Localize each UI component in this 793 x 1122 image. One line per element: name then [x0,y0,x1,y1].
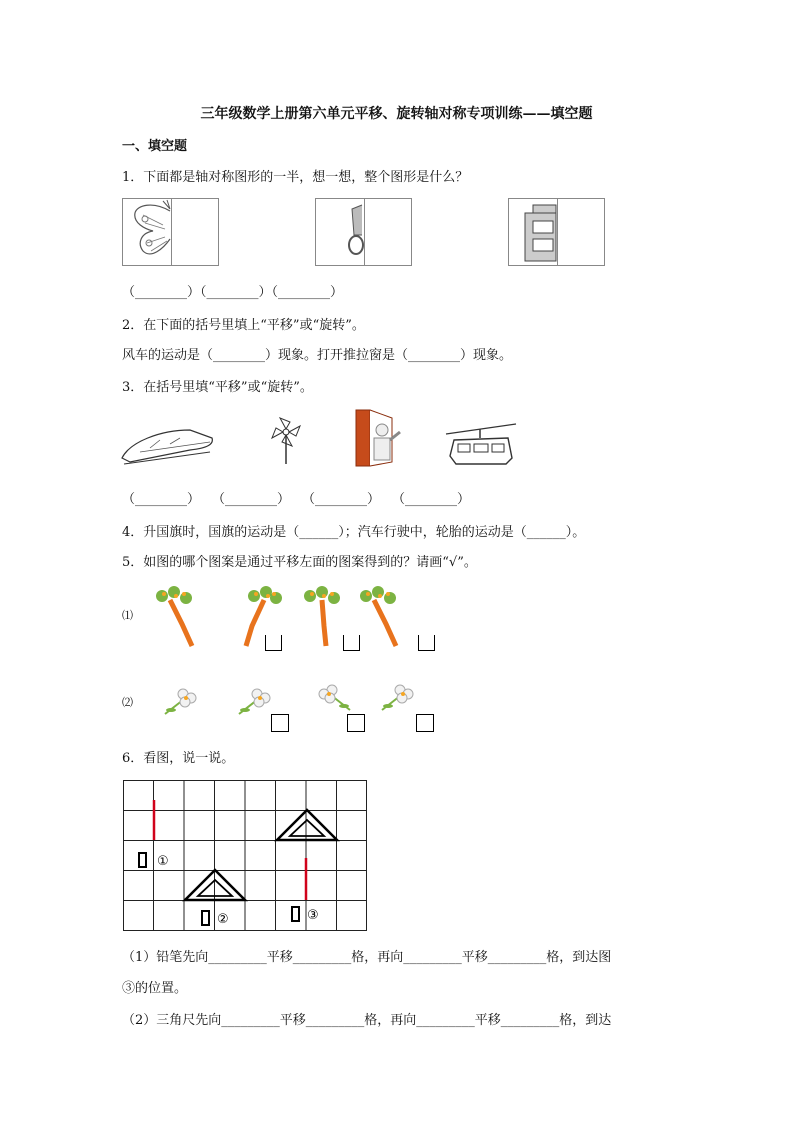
scissors-icon [316,199,364,265]
pinwheel-icon [270,416,304,466]
person-opening-door-icon [354,408,404,468]
q3-blank-4[interactable]: （________） [392,492,471,507]
flower-icon-option-b [312,680,352,714]
tree-icon-option-b [302,586,342,648]
grid-label-1: ① [157,854,169,869]
question-3: 3．在括号里填“平移”或“旋转”。 [122,380,313,395]
q6-sub1-cont: ③的位置。 [122,981,188,996]
grid-label-3: ③ [307,908,319,923]
question-6: 6．看图，说一说。 [122,751,235,766]
pencil-shape-3 [292,907,299,921]
butterfly-icon [123,199,171,265]
q3-blank-2[interactable]: （________） [212,492,291,507]
high-speed-train-icon [120,422,215,467]
building-icon [509,199,557,265]
flower-icon-option-a [237,684,277,718]
section-heading: 一、填空题 [122,139,188,154]
q2-fill-line[interactable]: 风车的运动是（________）现象。打开推拉窗是（________）现象。 [122,348,513,363]
tree-icon-original [152,586,202,648]
q6-sub1[interactable]: （1）铅笔先向_________平移_________格，再向_________平移_________格，到达图 [122,950,612,965]
q6-sub2[interactable]: （2）三角尺先向_________平移_________格，再向_________平移_________格，到达 [122,1013,612,1028]
pencil-shape-1 [139,853,146,867]
question-5: 5．如图的哪个图案是通过平移左面的图案得到的？请画“√”。 [122,555,477,570]
q5-row1-checkbox-a[interactable] [265,635,282,651]
q5-row2-checkbox-c[interactable] [416,714,434,732]
question-4: 4．升国旗时，国旗的运动是（______）；汽车行驶中，轮胎的运动是（______）。 [122,525,586,540]
q3-blank-3[interactable]: （________） [302,492,381,507]
flower-icon-original [163,684,203,718]
butterfly-half-figure [122,198,219,266]
page-title: 三年级数学上册第六单元平移、旋转轴对称专项训练——填空题 [200,106,593,122]
q5-row1-label: ⑴ [122,609,133,622]
question-2: 2．在下面的括号里填上“平移”或“旋转”。 [122,318,365,333]
translation-grid [123,780,369,932]
cable-car-icon [446,422,516,472]
building-half-figure [508,198,605,266]
scissors-half-figure [315,198,412,266]
pencil-shape-2 [202,911,209,925]
q5-row2-checkbox-a[interactable] [271,714,289,732]
tree-icon-option-c [356,586,406,648]
q3-blank-1[interactable]: （________） [122,492,201,507]
q1-answer-blanks[interactable]: （________）（________）（________） [122,285,344,300]
q5-row2-checkbox-b[interactable] [347,714,365,732]
flower-icon-option-c [380,680,420,714]
triangle-ruler-top [277,810,337,840]
question-1: 1．下面都是轴对称图形的一半，想一想，整个图形是什么？ [122,170,469,185]
q5-row2-label: ⑵ [122,696,133,709]
q5-row1-checkbox-c[interactable] [418,635,435,651]
grid-label-2: ② [217,912,229,927]
